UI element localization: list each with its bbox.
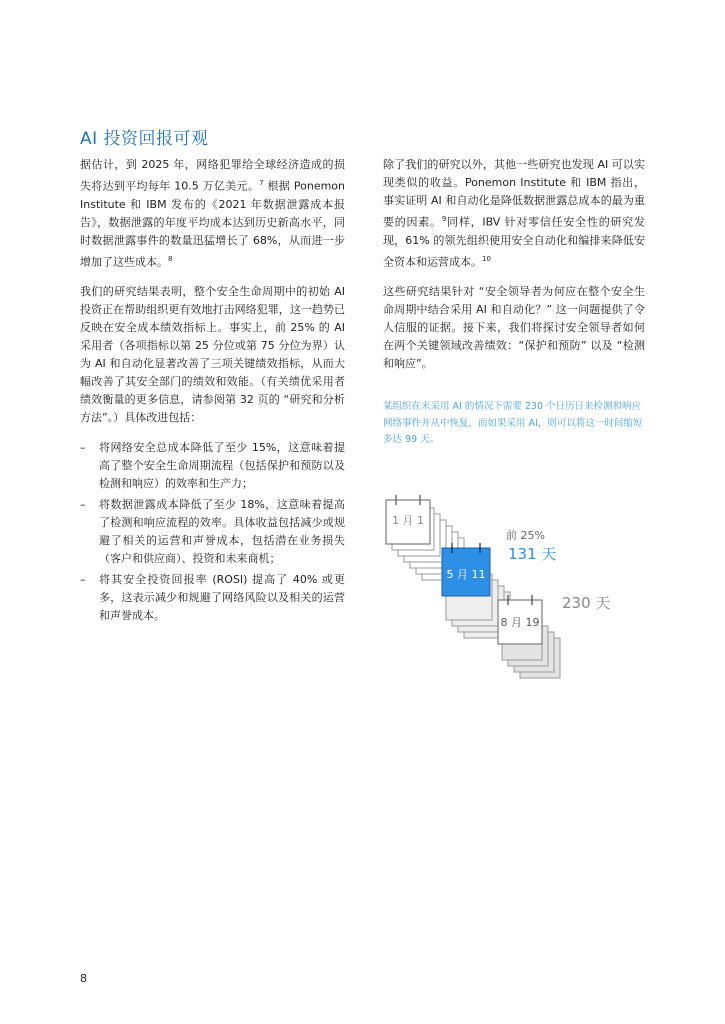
list-item: – 将网络安全总成本降低了至少 15%，这意味着提高了整个安全生命周期流程（包括保护和预防以及检测和响应）的效率和生产力； bbox=[80, 441, 345, 491]
calendar-end-label: 8 月 19 bbox=[500, 616, 540, 629]
page-number: 8 bbox=[80, 972, 87, 985]
left-paragraph-1: 据估计，到 2025 年，网络犯罪给全球经济造成的损失将达到平均每年 10.5 万亿美元。$^7$ 根据 Ponemon Institute 和 IBM 发布的《2021 年数据泄露成本报告》，数据泄露的年度平均成本达到历史新高水平，同时数据泄露事件的数量迅猛增长了 68%，从而进一步增加了这些成本。$^8$ bbox=[80, 158, 346, 269]
callout-text: 某组织在未采用 AI 的情况下需要 230 个日历日来检测和响应网络事件并从中恢复，而如果采用 AI，则可以将这一时间缩短多达 99 天。 bbox=[383, 401, 643, 445]
right-column bbox=[383, 156, 645, 385]
right-paragraph-2: 这些研究结果针对 “安全领导者为何应在整个安全生命周期中结合采用 AI 和自动化？” 这一问题提供了令人信服的证据。接下来，我们将探讨安全领导者如何在两个关键领域改善绩效：“保护和预防” 以及 “检测和响应”。 bbox=[383, 285, 645, 371]
calendar-top-label: 5 月 11 bbox=[446, 568, 486, 581]
top-percentile-days: 131 天 bbox=[508, 545, 557, 563]
total-days: 230 天 bbox=[562, 594, 611, 612]
right-paragraph-1: 除了我们的研究以外，其他一些研究也发现 AI 可以实现类似的收益。Ponemon Institute 和 IBM 指出，事实证明 AI 和自动化是降低数据泄露总成本的最为重要的因素。$^9$同样，IBV 针对零信任安全性的研究发现，61% 的领先组织使用安全自动化和编排来降低安全资本和运营成本。$^{10}$ bbox=[383, 158, 645, 269]
calendar-stack-end bbox=[498, 595, 560, 678]
section-title: AI 投资回报可观 bbox=[80, 129, 209, 149]
calendar-timeline-figure bbox=[370, 480, 630, 680]
calendar-start-label: 1 月 1 bbox=[392, 514, 424, 527]
list-item: – 将数据泄露成本降低了至少 18%，这意味着提高了检测和响应流程的效率。具体收益包括减少或规避了相关的运营和声誉成本，包括潜在业务损失（客户和供应商）、投资和未来商机； bbox=[80, 498, 345, 566]
left-paragraph-2: 我们的研究结果表明，整个安全生命周期中的初始 AI 投资正在帮助组织更有效地打击网络犯罪，这一趋势已反映在安全成本绩效指标上。事实上，前 25% 的 AI 采用者（各项指标以第 25 分位或第 75 分位为界）认为 AI 和自动化显著改善了三项关键绩效指标，从而大幅改善了其安全部门的绩效和效能。（有关绩优采用者绩效衡量的更多信息，请参阅第 32 页的 “研究和分析方法”。）具体改进包括： bbox=[80, 285, 345, 425]
list-item: – 将其安全投资回报率 (ROSI) 提高了 40% 或更多，这表示减少和规避了网络风险以及相关的运营和声誉成本。 bbox=[80, 573, 345, 623]
left-column bbox=[80, 156, 345, 628]
top-percentile-label: 前 25% bbox=[506, 529, 545, 542]
improvement-list bbox=[80, 439, 345, 625]
